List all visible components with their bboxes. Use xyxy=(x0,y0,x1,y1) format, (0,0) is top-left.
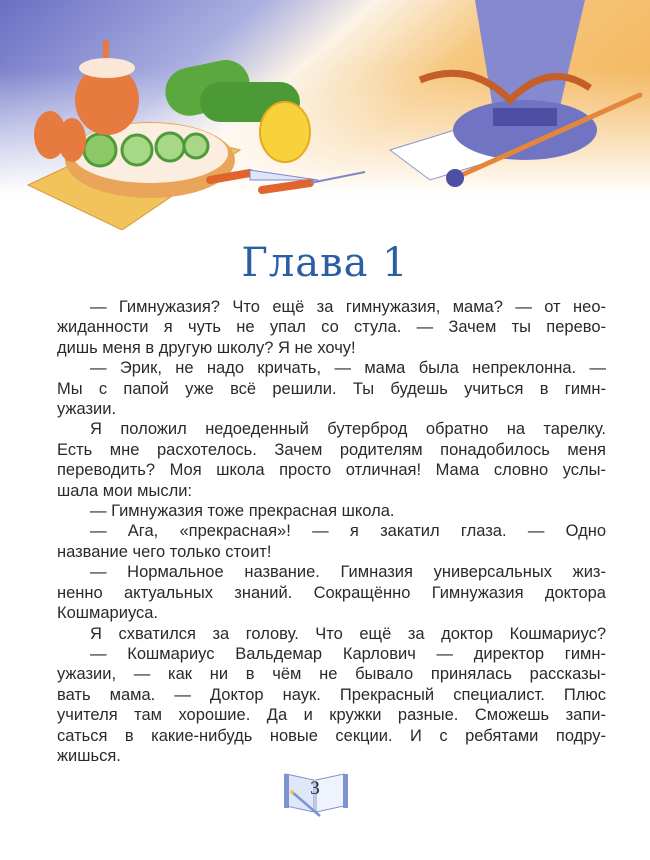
text-line: саться в какие-нибудь новые секции. И с ребятами подру- xyxy=(57,726,606,745)
chapter-body-text xyxy=(57,297,606,766)
text-line: — Эрик, не надо кричать, — мама была непреклонна. — xyxy=(90,359,606,378)
chapter-title: Глава 1 xyxy=(241,240,409,286)
text-line: Я положил недоеденный бутерброд обратно на тарелку. xyxy=(90,420,606,439)
text-line: Кошмариуса. xyxy=(57,604,159,623)
text-line: жишься. xyxy=(57,746,121,765)
text-line: дишь меня в другую школу? Я не хочу! xyxy=(57,338,356,357)
text-line: ненно актуальных знаний. Сокращённо Гимнужазия доктора xyxy=(57,583,606,602)
page-number: 3 xyxy=(310,778,320,799)
text-line: — Гимнужазия? Что ещё за гимнужазия, мама? — от нео- xyxy=(90,298,606,316)
text-line: шала мои мысли: xyxy=(57,481,193,500)
text-line: название чего только стоит! xyxy=(57,542,272,561)
text-line: — Ага, «прекрасная»! — я закатил глаза. — Одно xyxy=(90,522,606,541)
text-line: Я схватился за голову. Что ещё за доктор Кошмариус? xyxy=(90,624,606,643)
text-line: — Гимнужазия тоже прекрасная школа. xyxy=(90,502,395,521)
text-line: — Нормальное название. Гимназия универсальных жиз- xyxy=(90,563,606,582)
text-line: вать мама. — Доктор наук. Прекрасный специалист. Плюс xyxy=(57,685,606,704)
chapter-header-illustration xyxy=(0,0,650,230)
text-line: ужазии. xyxy=(57,400,117,419)
text-line: Есть мне расхотелось. Зачем родителям понадобилось меня xyxy=(57,440,606,459)
text-line: жиданности я чуть не упал со стула. — Зачем ты перево- xyxy=(57,318,606,337)
text-line: учителя там хорошие. Да и кружки разные. Сможешь запи- xyxy=(57,706,606,725)
text-line: переводить? Моя школа просто отличная! Мама словно услы- xyxy=(57,461,606,480)
text-line: Мы с папой уже всё решили. Ты будешь учиться в гимн- xyxy=(57,379,606,398)
text-line: ужазии, — как ни в чём не бывало принялась рассказы- xyxy=(57,665,606,684)
page-number-badge xyxy=(284,770,348,820)
text-line: — Кошмариус Вальдемар Карлович — директор гимн- xyxy=(90,644,606,663)
